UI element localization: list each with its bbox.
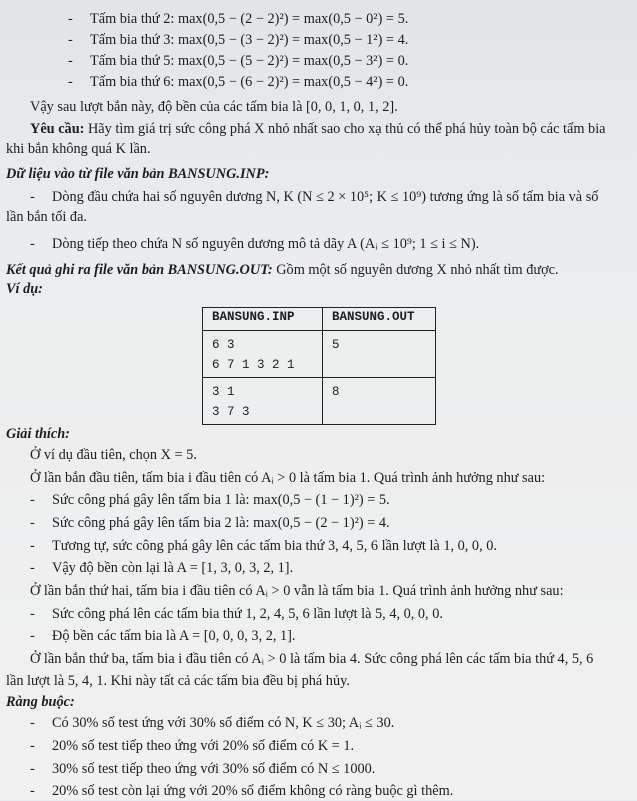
table-row: [203, 378, 436, 425]
intro-line: - Tấm bia thứ 3: max(0,5 − (3 − 2)²) = max(0,5 − 1²) = 4.: [68, 32, 409, 48]
constraint-item: - 30% số test tiếp theo ứng với 30% số điểm có N ≤ 1000.: [30, 761, 376, 777]
explain-line: - Độ bền các tấm bia là A = [0, 0, 0, 3, 2, 1].: [30, 628, 296, 644]
explain-line: Ở lần bắn thứ ba, tấm bia i đầu tiên có Aᵢ > 0 là tấm bia 4. Sức công phá lên các tấm bia thứ 4, 5, 6: [30, 651, 594, 667]
input-line-2: - Dòng tiếp theo chứa N số nguyên dương mô tả dãy A (Aᵢ ≤ 10⁹; 1 ≤ i ≤ N).: [30, 236, 480, 252]
inp-line: 6 3: [212, 338, 235, 352]
out-column-header: BANSUNG.OUT: [323, 308, 436, 331]
after-round-text: Vậy sau lượt bắn này, độ bền của các tấm bia là [0, 0, 1, 0, 1, 2].: [30, 99, 398, 115]
explain-line: - Tương tự, sức công phá gây lên các tấm bia thứ 3, 4, 5, 6 lần lượt là 1, 0, 0, 0.: [30, 538, 497, 554]
explain-line: - Sức công phá gây lên tấm bia 1 là: max(0,5 − (1 − 1)²) = 5.: [30, 492, 390, 508]
inp-cell: [203, 378, 323, 425]
explain-line: - Vậy độ bền còn lại là A = [1, 3, 0, 3, 2, 1].: [30, 560, 294, 576]
requirement-text: Hãy tìm giá trị sức công phá X nhỏ nhất sao cho xạ thủ có thể phá hủy toàn bộ các tấm bia: [84, 121, 606, 137]
intro-line-text: Tấm bia thứ 3: max(0,5 − (3 − 2)²) = max(0,5 − 1²) = 4.: [90, 32, 409, 48]
constraint-text: 20% số test còn lại ứng với 20% số điểm không có ràng buộc gì thêm.: [52, 783, 454, 799]
example-heading: Ví dụ:: [6, 281, 43, 297]
inp-line: 6 7 1 3 2 1: [212, 358, 295, 372]
explain-line: - Sức công phá gây lên tấm bia 2 là: max(0,5 − (2 − 1)²) = 4.: [30, 515, 390, 531]
input-line-2-text: Dòng tiếp theo chứa N số nguyên dương mô tả dãy A (Aᵢ ≤ 10⁹; 1 ≤ i ≤ N).: [52, 236, 480, 252]
constraint-text: 20% số test tiếp theo ứng với 20% số điểm có K = 1.: [52, 738, 355, 754]
output-line: [6, 261, 559, 280]
explain-line: Ở lần bắn thứ hai, tấm bia i đầu tiên có Aᵢ > 0 vẫn là tấm bia 1. Quá trình ảnh hưởng như sau:: [30, 583, 564, 599]
intro-line: - Tấm bia thứ 5: max(0,5 − (5 − 2)²) = max(0,5 − 3²) = 0.: [68, 53, 409, 69]
constraint-item: - 20% số test còn lại ứng với 20% số điểm không có ràng buộc gì thêm.: [30, 783, 454, 799]
explain-line-text: Sức công phá gây lên tấm bia 1 là: max(0,5 − (1 − 1)²) = 5.: [52, 492, 390, 508]
intro-line-text: Tấm bia thứ 5: max(0,5 − (5 − 2)²) = max(0,5 − 3²) = 0.: [90, 53, 409, 69]
constraint-text: 30% số test tiếp theo ứng với 30% số điểm có N ≤ 1000.: [52, 761, 376, 777]
inp-line: 3 7 3: [212, 405, 250, 419]
input-line-1: - Dòng đầu chứa hai số nguyên dương N, K (N ≤ 2 × 10⁵; K ≤ 10⁹) tương ứng là số tấm bia và số: [30, 189, 599, 205]
out-line: 8: [332, 385, 340, 399]
explain-line-text: Vậy độ bền còn lại là A = [1, 3, 0, 3, 2, 1].: [52, 560, 294, 576]
explain-line-text: Sức công phá gây lên tấm bia 2 là: max(0,5 − (2 − 1)²) = 4.: [52, 515, 390, 531]
explain-line: Ở ví dụ đầu tiên, chọn X = 5.: [30, 447, 197, 463]
example-table-header: [203, 308, 436, 331]
out-cell: [323, 331, 436, 378]
inp-column-header: BANSUNG.INP: [203, 308, 323, 331]
explain-heading: Giải thích:: [6, 426, 70, 442]
explain-line-text: Độ bền các tấm bia là A = [0, 0, 0, 3, 2, 1].: [52, 628, 296, 644]
input-heading: Dữ liệu vào từ file văn bản BANSUNG.INP:: [6, 166, 270, 182]
explain-line: lần lượt là 5, 4, 1. Khi này tất cả các tấm bia đều bị phá hủy.: [6, 673, 350, 689]
intro-line-text: Tấm bia thứ 6: max(0,5 − (6 − 2)²) = max(0,5 − 4²) = 0.: [90, 74, 409, 90]
constraint-text: Có 30% số test ứng với 30% số điểm có N, K ≤ 30; Aᵢ ≤ 30.: [52, 715, 395, 731]
explain-line-text: Tương tự, sức công phá gây lên các tấm bia thứ 3, 4, 5, 6 lần lượt là 1, 0, 0, 0.: [52, 538, 497, 554]
table-row: [203, 331, 436, 378]
intro-line: - Tấm bia thứ 2: max(0,5 − (2 − 2)²) = max(0,5 − 0²) = 5.: [68, 11, 409, 27]
constraint-item: - 20% số test tiếp theo ứng với 20% số điểm có K = 1.: [30, 738, 355, 754]
input-line-1-text: Dòng đầu chứa hai số nguyên dương N, K (N ≤ 2 × 10⁵; K ≤ 10⁹) tương ứng là số tấm bia và số: [52, 189, 599, 205]
explain-line-text: Sức công phá lên các tấm bia thứ 1, 2, 4, 5, 6 lần lượt là 5, 4, 0, 0, 0.: [52, 606, 443, 622]
out-cell: [323, 378, 436, 425]
intro-line: - Tấm bia thứ 6: max(0,5 − (6 − 2)²) = max(0,5 − 4²) = 0.: [68, 74, 409, 90]
inp-cell: [203, 331, 323, 378]
output-text: Gồm một số nguyên dương X nhỏ nhất tìm được.: [272, 262, 559, 278]
input-line-1-cont: lần bắn tối đa.: [6, 209, 87, 225]
output-heading: Kết quả ghi ra file văn bản BANSUNG.OUT:: [6, 262, 273, 278]
constraints-heading: Ràng buộc:: [6, 694, 75, 710]
out-line: 5: [332, 338, 340, 352]
explain-line: - Sức công phá lên các tấm bia thứ 1, 2, 4, 5, 6 lần lượt là 5, 4, 0, 0, 0.: [30, 606, 443, 622]
requirement-label: Yêu cầu:: [30, 121, 85, 137]
requirement-line: [30, 120, 606, 139]
intro-line-text: Tấm bia thứ 2: max(0,5 − (2 − 2)²) = max(0,5 − 0²) = 5.: [90, 11, 409, 27]
constraint-item: - Có 30% số test ứng với 30% số điểm có N, K ≤ 30; Aᵢ ≤ 30.: [30, 715, 395, 731]
explain-line: Ở lần bắn đầu tiên, tấm bia i đầu tiên có Aᵢ > 0 là tấm bia 1. Quá trình ảnh hưởng như sau:: [30, 470, 546, 486]
inp-line: 3 1: [212, 385, 235, 399]
example-table: [202, 307, 436, 425]
requirement-text-cont: khi bắn không quá K lần.: [6, 141, 151, 157]
